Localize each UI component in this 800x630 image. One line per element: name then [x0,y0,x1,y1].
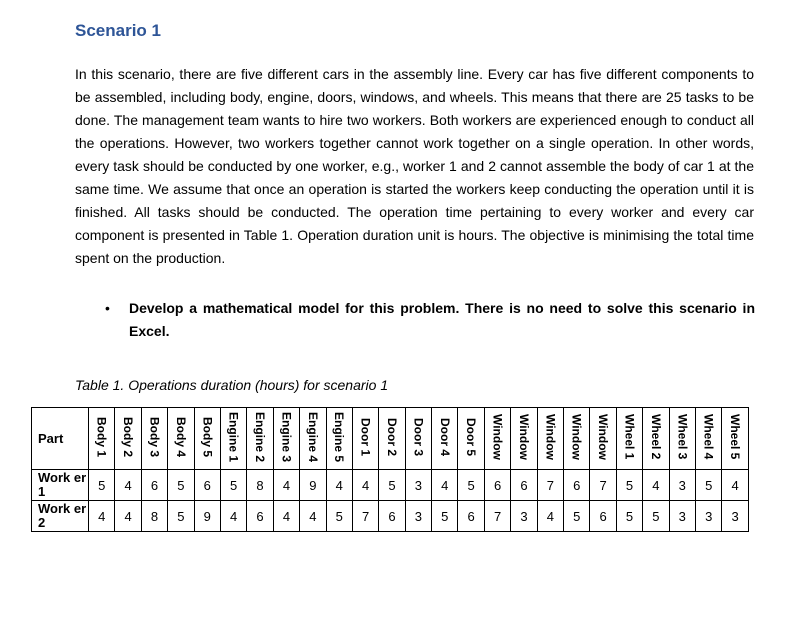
column-header [220,408,246,470]
column-header [115,408,141,470]
bullet-item [105,297,755,343]
column-header [537,408,563,470]
duration-cell: 4 [115,470,141,501]
table-header-row [32,408,749,470]
duration-cell: 6 [484,470,510,501]
duration-cell: 3 [405,470,431,501]
column-header-label: Body 4 [173,416,188,457]
table-row [32,501,749,532]
duration-cell: 8 [141,501,167,532]
column-header-label: Wheel 1 [622,414,637,460]
column-header-label: Engine 5 [332,411,347,462]
column-header-label: Door 1 [358,417,373,456]
duration-cell: 4 [89,501,115,532]
duration-cell: 7 [352,501,378,532]
duration-cell: 9 [300,470,326,501]
duration-cell: 6 [247,501,273,532]
duration-cell: 3 [695,501,721,532]
duration-cell: 5 [168,470,194,501]
column-header-label: Engine 2 [253,411,268,462]
duration-cell: 5 [432,501,458,532]
column-header [669,408,695,470]
column-header [695,408,721,470]
column-header [247,408,273,470]
duration-cell: 7 [590,470,616,501]
column-header [194,408,220,470]
duration-cell: 6 [590,501,616,532]
column-header [300,408,326,470]
duration-cell: 4 [220,501,246,532]
duration-cell: 5 [458,470,484,501]
duration-cell: 8 [247,470,273,501]
column-header-label: Engine 1 [226,411,241,462]
duration-cell: 3 [405,501,431,532]
column-header-label: Window [543,414,558,460]
duration-cell: 4 [326,470,352,501]
column-header [643,408,669,470]
column-header [379,408,405,470]
column-header-label: Wheel 5 [728,414,743,460]
column-header [432,408,458,470]
column-header-label: Engine 4 [305,411,320,462]
column-header-label: Body 2 [121,416,136,457]
duration-cell: 4 [352,470,378,501]
duration-cell: 6 [564,470,590,501]
duration-cell: 4 [537,501,563,532]
column-header-label: Body 1 [94,416,109,457]
duration-cell: 4 [273,470,299,501]
column-header-label: Wheel 4 [701,414,716,460]
column-header [273,408,299,470]
table-corner-cell: Part [32,408,89,470]
duration-cell: 4 [643,470,669,501]
duration-cell: 6 [458,501,484,532]
column-header [141,408,167,470]
column-header-label: Door 5 [464,417,479,456]
column-header [484,408,510,470]
duration-cell: 3 [669,501,695,532]
column-header-label: Door 4 [437,417,452,456]
duration-cell: 3 [511,501,537,532]
duration-cell: 4 [722,470,748,501]
duration-cell: 4 [273,501,299,532]
duration-cell: 7 [537,470,563,501]
duration-cell: 3 [669,470,695,501]
duration-cell: 5 [220,470,246,501]
duration-cell: 4 [300,501,326,532]
column-header-label: Wheel 2 [648,414,663,460]
operations-table [31,407,749,532]
duration-cell: 6 [511,470,537,501]
duration-cell: 5 [326,501,352,532]
table-row [32,470,749,501]
duration-cell: 7 [484,501,510,532]
column-header-label: Wheel 3 [675,414,690,460]
column-header [590,408,616,470]
duration-cell: 6 [141,470,167,501]
column-header [722,408,748,470]
duration-cell: 9 [194,501,220,532]
duration-cell: 5 [379,470,405,501]
column-header-label: Window [596,414,611,460]
column-header [326,408,352,470]
column-header-label: Body 3 [147,416,162,457]
row-label: Work er 1 [32,470,89,501]
column-header-label: Window [490,414,505,460]
column-header-label: Engine 3 [279,411,294,462]
column-header [89,408,115,470]
column-header [405,408,431,470]
duration-cell: 5 [168,501,194,532]
scenario-paragraph: In this scenario, there are five different cars in the assembly line. Every car has five different components to be assembled, including body, engine, doors, windows, and wheels. This means that there are 25 tasks to be done. The management team wants to hire two workers. Both workers are experienced enough to conduct all the operations. However, two workers together cannot work together on a single operation. In other words, every task should be conducted by one worker, e.g., worker 1 and 2 cannot assemble the body of car 1 at the same time. We assume that once an operation is started the workers keep conducting the operation until it is finished. All tasks should be conducted. The operation time pertaining to every worker and every car component is presented in Table 1. Operation duration unit is hours. The objective is minimising the total time spent on the production. [75,66,754,266]
row-label: Work er 2 [32,501,89,532]
duration-cell: 5 [616,470,642,501]
column-header-label: Door 3 [411,417,426,456]
duration-cell: 5 [695,470,721,501]
duration-cell: 6 [379,501,405,532]
column-header [352,408,378,470]
duration-cell: 4 [115,501,141,532]
column-header [458,408,484,470]
column-header-label: Window [569,414,584,460]
column-header [168,408,194,470]
column-header [616,408,642,470]
duration-cell: 5 [616,501,642,532]
section-heading: Scenario 1 [75,21,161,40]
bullet-text: Develop a mathematical model for this problem. There is no need to solve this scenario in Excel. [129,300,755,339]
column-header-label: Body 5 [200,416,215,457]
bullet-icon: • [105,300,110,316]
duration-cell: 5 [564,501,590,532]
column-header [564,408,590,470]
duration-cell: 3 [722,501,748,532]
table-caption: Table 1. Operations duration (hours) for scenario 1 [75,377,389,393]
duration-cell: 5 [89,470,115,501]
duration-cell: 5 [643,501,669,532]
duration-cell: 4 [432,470,458,501]
column-header [511,408,537,470]
duration-cell: 6 [194,470,220,501]
column-header-label: Window [516,414,531,460]
column-header-label: Door 2 [384,417,399,456]
